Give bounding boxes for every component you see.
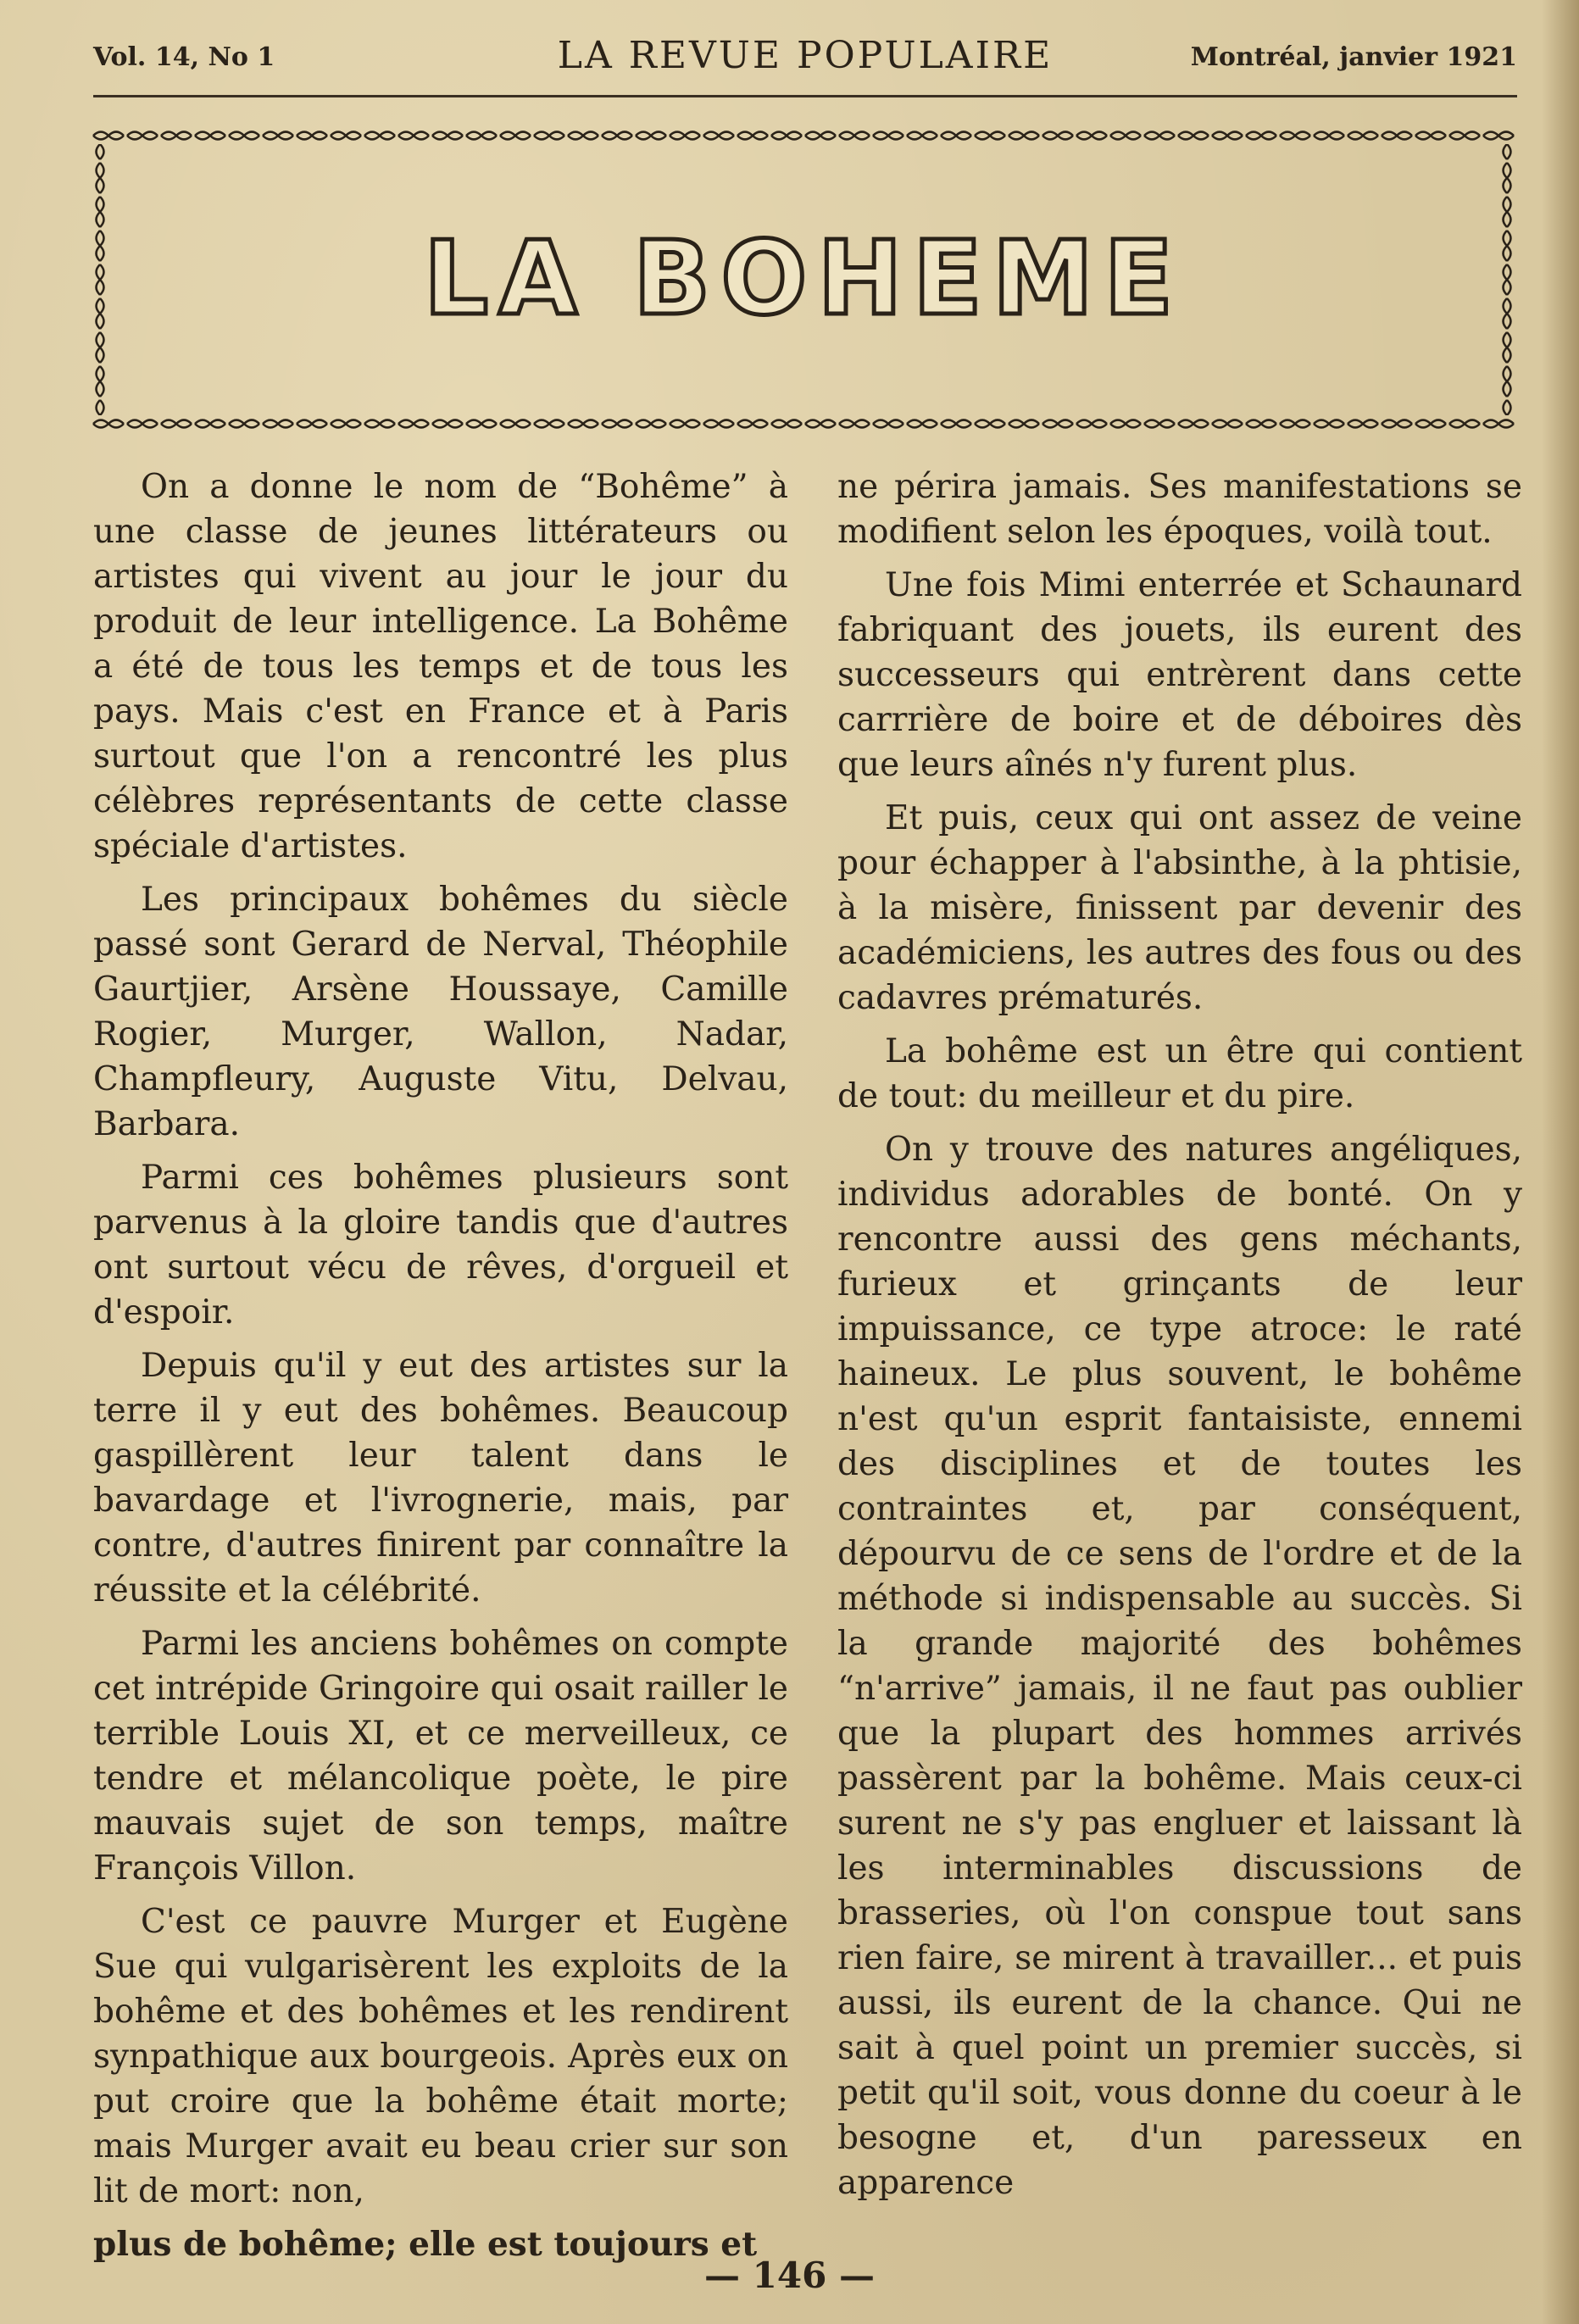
article-title: LA BOHEME	[423, 220, 1184, 338]
running-header	[93, 34, 1517, 85]
paragraph: On a donne le nom de “Bohême” à une classe de jeunes littérateurs ou artistes qui vivent au jour le jour du produit de leur intelligence. La Bohême a été de tous les temps et de tous les pays. Mais c'est en France et à Paris surtout que l'on a rencontré les plus célèbres représentants de cette classe spéciale d'artistes.	[93, 468, 788, 865]
journal-name: LA REVUE POPULAIRE	[557, 34, 1054, 77]
paragraph: Parmi les anciens bohêmes on compte cet intrépide Gringoire qui osait railler le terrible Louis XI, et ce merveilleux, ce tendre et mélancolique poète, le pire mauvais sujet de son temps, maître François Villon.	[93, 1625, 788, 1888]
paragraph: Depuis qu'il y eut des artistes sur la terre il y eut des bohêmes. Beaucoup gaspillèrent leur talent dans le bavardage et l'ivrognerie, mais, par contre, d'autres finirent par connaître la réussite et la célébrité.	[93, 1347, 788, 1610]
paragraph-last-line: plus de bohême; elle est toujours et	[93, 2225, 758, 2264]
paragraph: On y trouve des natures angéliques, individus adorables de bonté. On y rencontre aussi des gens méchants, furieux et grinçants de leur impuissance, ce type atroce: le raté haineux. Le plus souvent, le bohême n'est qu'un esprit fantaisiste, ennemi des disciplines et de toutes les contraintes et, par conséquent, dépourvu de ce sens de l'ordre et de la méthode si indispensable au succès. Si la grande majorité des bohêmes “n'arrive” jamais, il ne faut pas oublier que la plupart des hommes arrivés passèrent par la bohême. Mais ceux-ci surent ne s'y pas engluer et laissant là les interminables discussions de brasseries, où l'on conspue tout sans rien faire, se mirent à travailler... et puis aussi, ils eurent de la chance. Qui ne sait à quel point un premier succès, si petit qu'il soit, vous donne du coeur à le besogne et, d'un paresseux en apparence	[837, 1131, 1522, 2202]
place-date: Montréal, janvier 1921	[1190, 42, 1517, 72]
page-edge-shadow	[1542, 0, 1579, 2324]
paragraph: La bohême est un être qui contient de tout: du meilleur et du pire.	[837, 1032, 1522, 1115]
right-column	[837, 464, 1522, 2214]
header-rule	[93, 95, 1517, 97]
title-frame	[92, 127, 1515, 432]
paragraph: Parmi ces bohêmes plusieurs sont parvenus à la gloire tandis que d'autres ont surtout vécu de rêves, d'orgueil et d'espoir.	[93, 1159, 788, 1332]
volume-number: Vol. 14, No 1	[93, 42, 275, 72]
page-number: — 146 —	[704, 2255, 875, 2296]
paragraph: Une fois Mimi enterrée et Schaunard fabriquant des jouets, ils eurent des successeurs qui entrèrent dans cette carrrière de boire et de déboires dès que leurs aînés n'y furent plus.	[837, 566, 1522, 784]
paragraph: ne périra jamais. Ses manifestations se modifient selon les époques, voilà tout.	[837, 468, 1522, 551]
paragraph: Et puis, ceux qui ont assez de veine pour échapper à l'absinthe, à la phtisie, à la misère, finissent par devenir des académiciens, les autres des fous ou des cadavres prématurés.	[837, 799, 1522, 1017]
paragraph: C'est ce pauvre Murger et Eugène Sue qui vulgarisèrent les exploits de la bohême et des bohêmes et les rendirent synpathique aux bourgeois. Après eux on put croire que la bohême était morte; mais Murger avait eu beau crier sur son lit de mort: non,	[93, 1903, 788, 2210]
left-column	[93, 464, 788, 2276]
paragraph: Les principaux bohêmes du siècle passé sont Gerard de Nerval, Théophile Gaurtjier, Arsène Houssaye, Camille Rogier, Murger, Wallon, Nadar, Champfleury, Auguste Vitu, Delvau, Barbara.	[93, 881, 788, 1143]
